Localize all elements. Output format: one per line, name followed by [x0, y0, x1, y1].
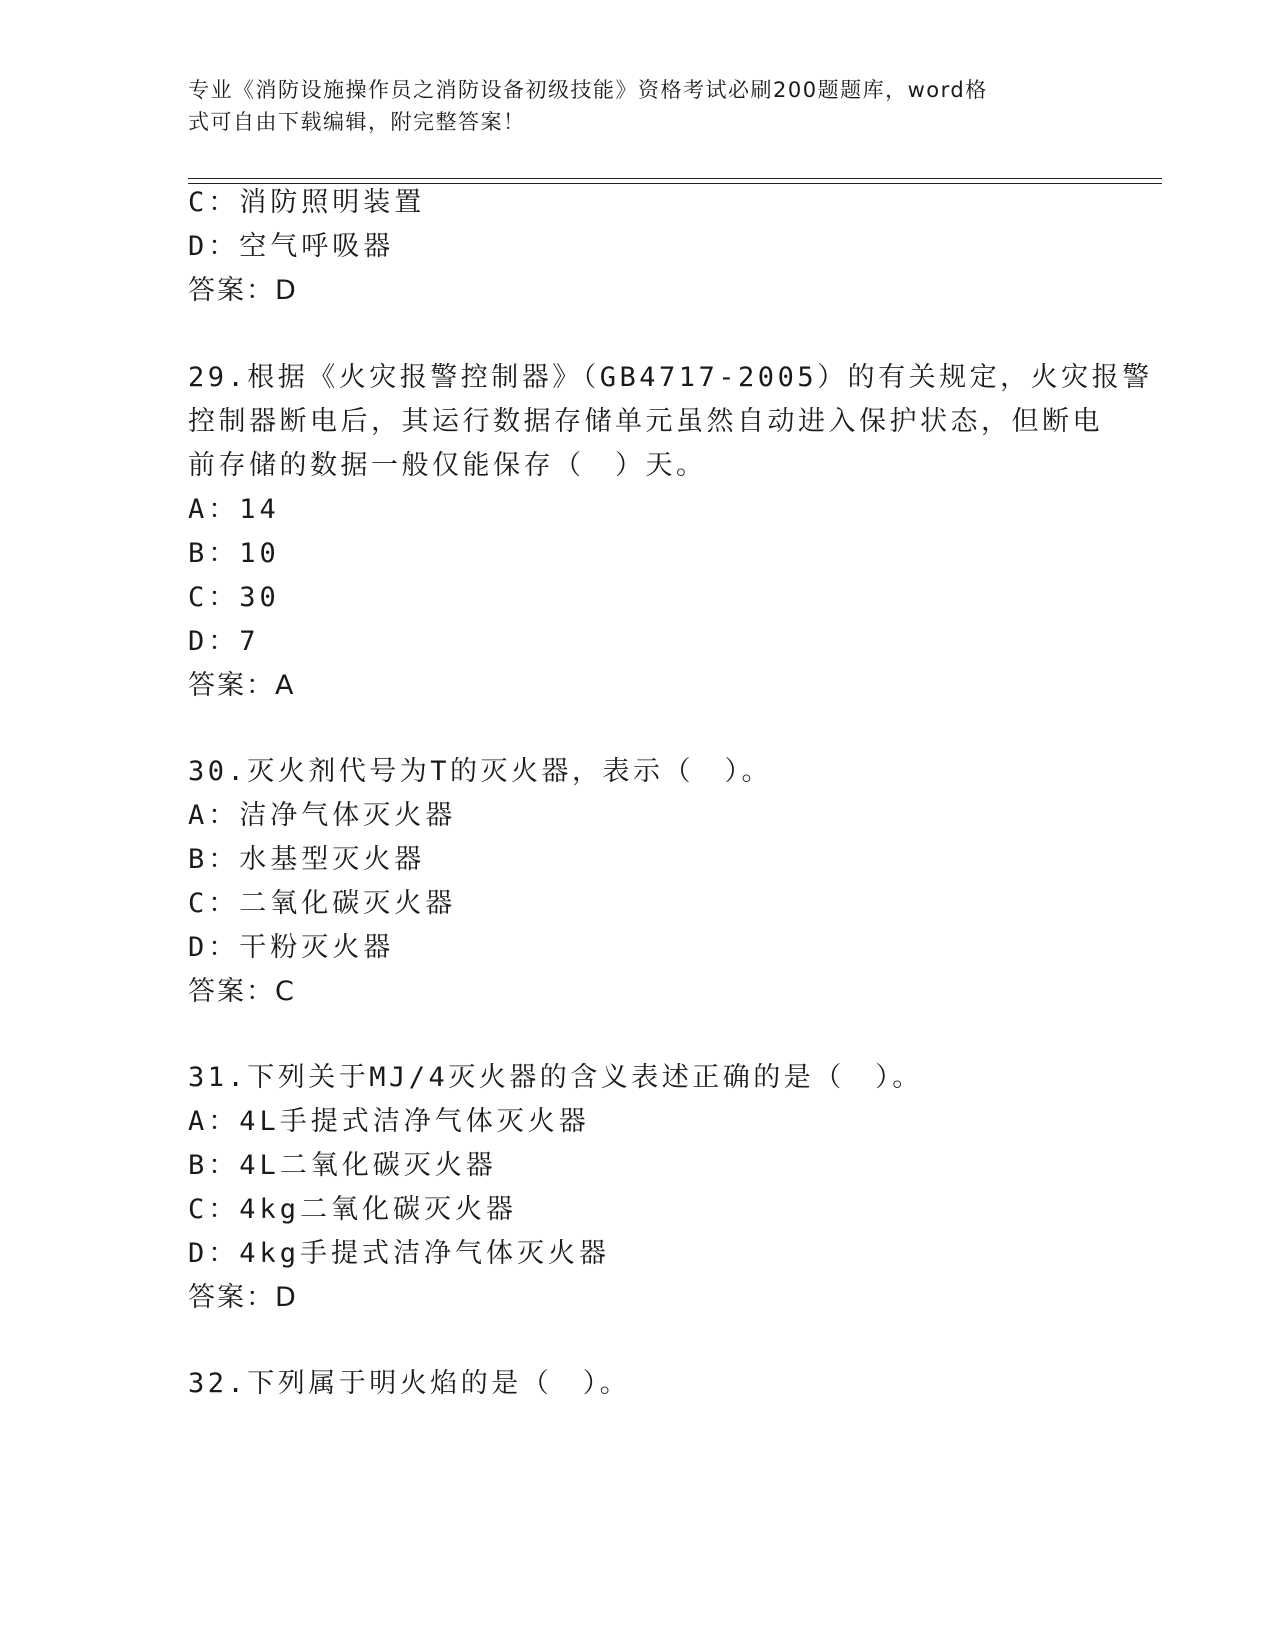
q29-stem-line-1: 29.根据《火灾报警控制器》（GB4717-2005）的有关规定，火灾报警 — [188, 362, 1153, 393]
q31-option-c: C：4kg二氧化碳灭火器 — [188, 1194, 518, 1225]
header-line-1: 专业《消防设施操作员之消防设备初级技能》资格考试必刷200题题库，word格 — [188, 78, 988, 102]
q31-option-b: B：4L二氧化碳灭火器 — [188, 1150, 497, 1181]
prev-option-c: C：消防照明装置 — [188, 187, 426, 218]
q29-option-d: D：7 — [188, 626, 260, 657]
header-divider-bottom — [188, 183, 1162, 184]
q30-option-a: A：洁净气体灭火器 — [188, 800, 457, 831]
q29-stem-line-2: 控制器断电后，其运行数据存储单元虽然自动进入保护状态，但断电 — [188, 406, 1103, 437]
q29-stem-line-3: 前存储的数据一般仅能保存（ ）天。 — [188, 450, 707, 481]
prev-option-d: D：空气呼吸器 — [188, 231, 395, 262]
q32-stem: 32.下列属于明火焰的是（ ）。 — [188, 1368, 631, 1399]
q29-option-b: B：10 — [188, 538, 280, 569]
q30-option-c: C：二氧化碳灭火器 — [188, 888, 457, 919]
q30-answer: 答案：C — [188, 976, 296, 1007]
q31-answer: 答案：D — [188, 1282, 298, 1313]
header-line-2: 式可自由下载编辑，附完整答案！ — [188, 110, 526, 134]
q31-stem: 31.下列关于MJ/4灭火器的含义表述正确的是（ ）。 — [188, 1062, 923, 1093]
q29-answer: 答案：A — [188, 670, 296, 701]
q30-option-b: B：水基型灭火器 — [188, 844, 426, 875]
header-divider-top — [188, 178, 1162, 179]
q30-stem: 30.灭火剂代号为T的灭火器，表示（ ）。 — [188, 756, 773, 787]
document-header — [188, 74, 1088, 138]
q29-option-c: C：30 — [188, 582, 280, 613]
q31-option-a: A：4L手提式洁净气体灭火器 — [188, 1106, 590, 1137]
prev-answer: 答案：D — [188, 275, 298, 306]
q31-option-d: D：4kg手提式洁净气体灭火器 — [188, 1238, 611, 1269]
q29-option-a: A：14 — [188, 494, 280, 525]
q30-option-d: D：干粉灭火器 — [188, 932, 395, 963]
